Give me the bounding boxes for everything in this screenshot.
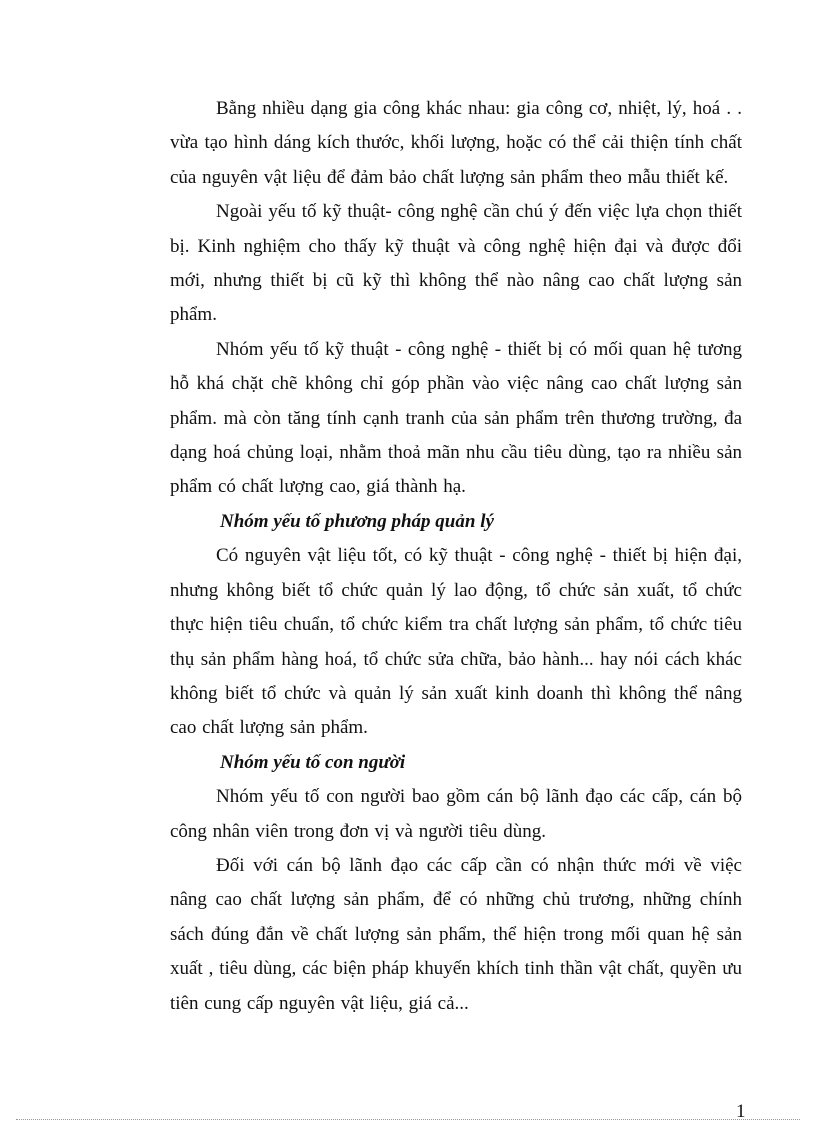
paragraph-management: Có nguyên vật liệu tốt, có kỹ thuật - công nghệ - thiết bị hiện đại, nhưng không biết tổ chức quản lý lao động, tổ chức sản xuất, tổ chức thực hiện tiêu chuẩn, tổ chức kiểm tra chất lượng sản phẩm, tổ chức tiêu thụ sản phẩm hàng hoá, tổ chức sửa chữa, bảo hành... hay nói cách khác không biết tổ chức và quản lý sản xuất kinh doanh thì không thể nâng cao chất lượng sản phẩm. bbox=[170, 545, 742, 739]
paragraph-equipment: Ngoài yếu tố kỹ thuật- công nghệ cần chú ý đến việc lựa chọn thiết bị. Kinh nghiệm cho thấy kỹ thuật và công nghệ hiện đại và được đổi mới, nhưng thiết bị cũ kỹ thì không thể nào nâng cao chất lượng sản phẩm. bbox=[170, 201, 742, 326]
paragraph-human-group: Nhóm yếu tố con người bao gồm cán bộ lãnh đạo các cấp, cán bộ công nhân viên trong đơn vị và người tiêu dùng. bbox=[170, 786, 742, 842]
footer-divider bbox=[16, 1119, 800, 1120]
paragraph-processing: Bằng nhiều dạng gia công khác nhau: gia công cơ, nhiệt, lý, hoá . . vừa tạo hình dáng kích thước, khối lượng, hoặc có thể cải thiện tính chất của nguyên vật liệu để đảm bảo chất lượng sản phẩm theo mẫu thiết kế. bbox=[170, 98, 742, 188]
document-body bbox=[170, 92, 742, 1021]
heading-management-methods: Nhóm yếu tố phương pháp quản lý bbox=[220, 510, 494, 532]
page-number: 1 bbox=[736, 1101, 746, 1122]
paragraph-leadership: Đối với cán bộ lãnh đạo các cấp cần có nhận thức mới về việc nâng cao chất lượng sản phẩm, để có những chủ trương, những chính sách đúng đắn về chất lượng sản phẩm, thể hiện trong mối quan hệ sản xuất , tiêu dùng, các biện pháp khuyến khích tinh thần vật chất, quyền ưu tiên cung cấp nguyên vật liệu, giá cả... bbox=[170, 854, 742, 1014]
paragraph-technology-group: Nhóm yếu tố kỹ thuật - công nghệ - thiết bị có mối quan hệ tương hỗ khá chặt chẽ không chỉ góp phần vào việc nâng cao chất lượng sản phẩm. mà còn tăng tính cạnh tranh của sản phẩm trên thương trường, đa dạng hoá chủng loại, nhằm thoả mãn nhu cầu tiêu dùng, tạo ra nhiều sản phẩm có chất lượng cao, giá thành hạ. bbox=[170, 338, 742, 498]
heading-human-factors: Nhóm yếu tố con người bbox=[220, 751, 406, 773]
